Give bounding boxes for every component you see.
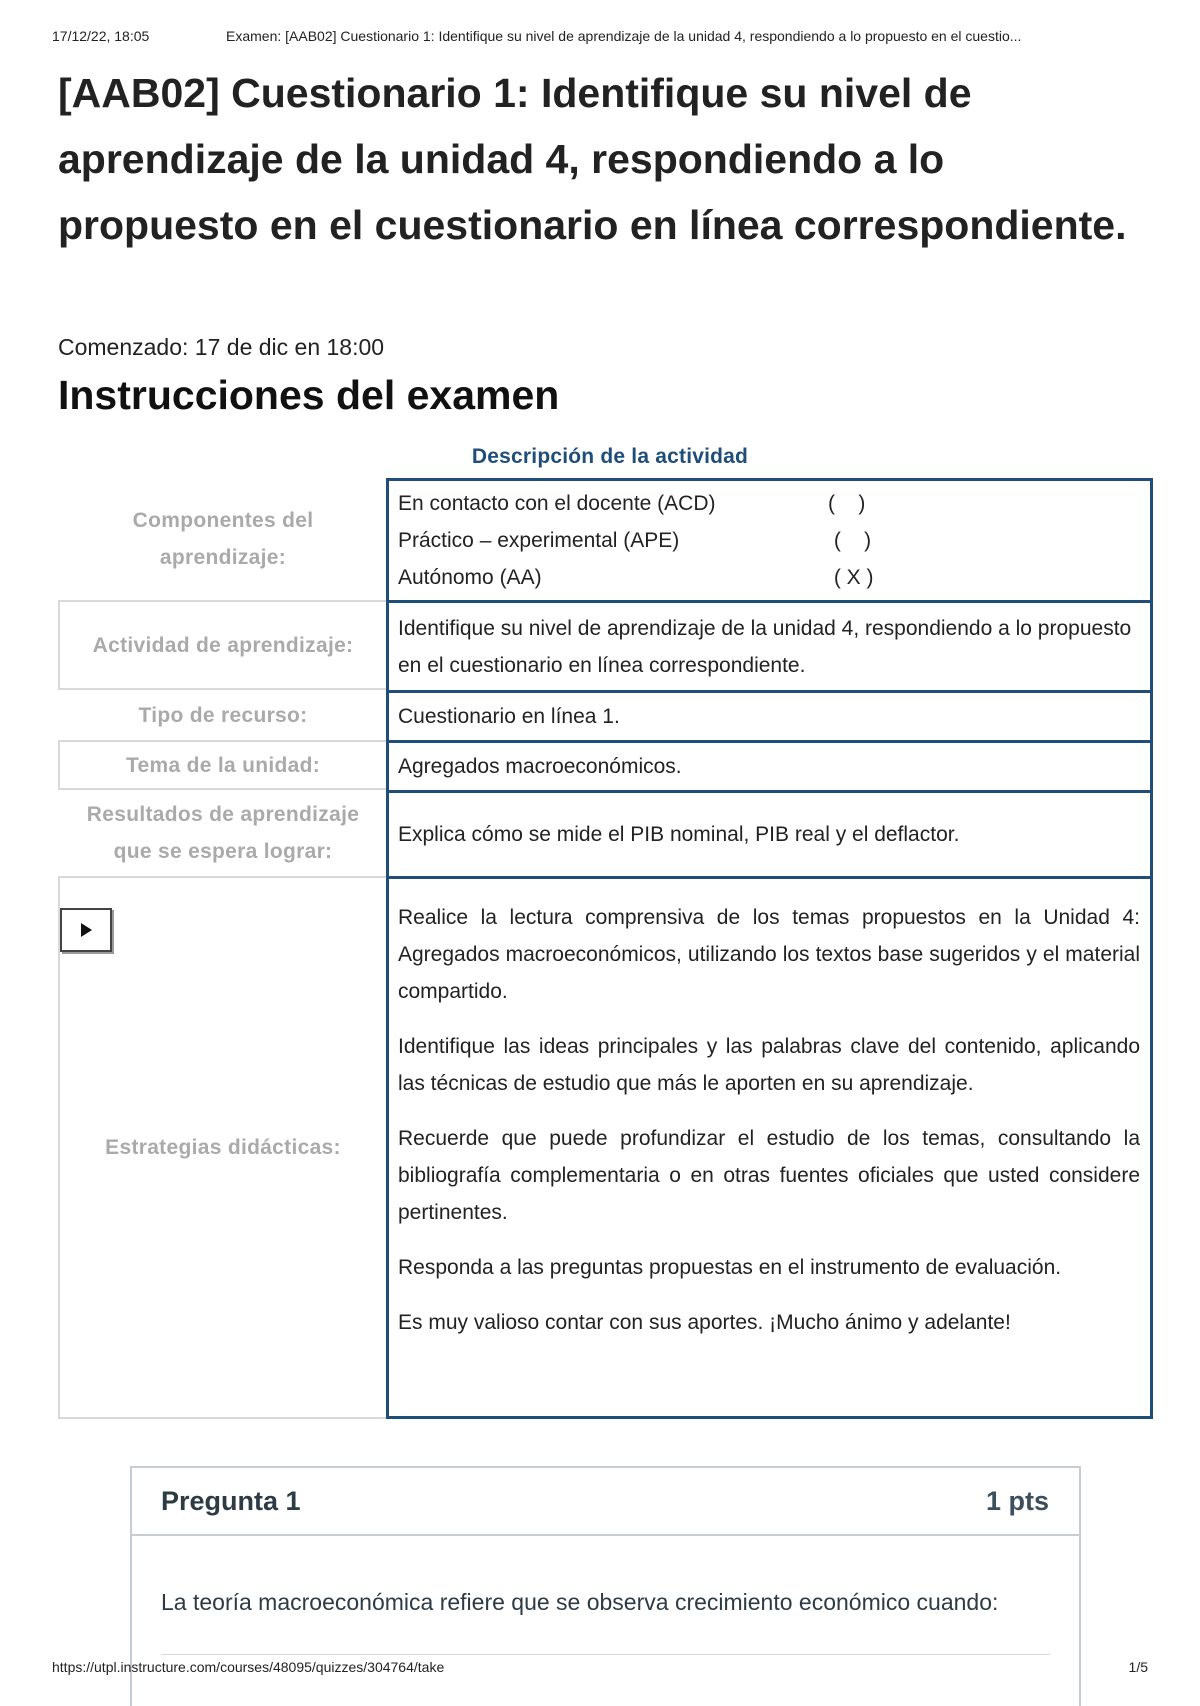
label-components-text: Componentes del aprendizaje: (132, 509, 314, 569)
component-item-mark: ( ) (828, 529, 872, 552)
value-expected-results-text: Explica cómo se mide el PIB nominal, PIB real y el deflactor. (398, 823, 960, 846)
component-item (398, 559, 1140, 596)
label-learning-activity-text: Actividad de aprendizaje: (92, 633, 354, 657)
strategy-paragraph: Recuerde que puede profundizar el estudio de los temas, consultando la bibliografía complementaria o en otras fuentes oficiales que usted considere pertinentes. (398, 1127, 1140, 1224)
strategy-paragraph: Realice la lectura comprensiva de los temas propuestos en la Unidad 4: Agregados macroeconómicos, utilizando los textos base sugeridos y el material compartido. (398, 906, 1140, 1003)
started-timestamp: Comenzado: 17 de dic en 18:00 (58, 334, 385, 360)
value-components (386, 478, 1153, 600)
value-unit-topic-text: Agregados macroeconómicos. (398, 755, 682, 778)
row-learning-activity (58, 600, 1153, 690)
value-strategies (386, 876, 1153, 1419)
value-resource-type (386, 690, 1153, 740)
label-strategies-text: Estrategias didácticas: (105, 1136, 341, 1159)
row-components (58, 478, 1153, 600)
print-document-title: Examen: [AAB02] Cuestionario 1: Identifique su nivel de aprendizaje de la unidad 4, respondiendo a lo propuesto en el cuestio... (226, 28, 1022, 44)
print-datetime: 17/12/22, 18:05 (52, 28, 150, 44)
row-strategies (58, 876, 1153, 1419)
value-learning-activity-text: Identifique su nivel de aprendizaje de la unidad 4, respondiendo a lo propuesto en el cuestionario en línea correspondiente. (398, 616, 1132, 677)
component-item-label: Autónomo (AA) (398, 566, 542, 589)
quiz-title: [AAB02] Cuestionario 1: Identifique su nivel de aprendizaje de la unidad 4, respondiendo a lo propuesto en el cuestionario en línea correspondiente. (58, 70, 1127, 248)
component-item (398, 485, 1140, 522)
label-resource-type-text: Tipo de recurso: (138, 703, 308, 727)
activity-description-table (58, 478, 1153, 1419)
label-learning-activity (58, 600, 386, 690)
activity-caption: Descripción de la actividad (471, 445, 749, 468)
play-button[interactable] (60, 908, 112, 952)
strategy-paragraph: Responda a las preguntas propuestas en el instrumento de evaluación. (398, 1256, 1062, 1279)
question-text: La teoría macroeconómica refiere que se observa crecimiento económico cuando: (161, 1589, 999, 1615)
print-page-number: 1/5 (1128, 1659, 1148, 1675)
value-expected-results (386, 790, 1153, 876)
print-url: https://utpl.instructure.com/courses/48095/quizzes/304764/take (52, 1659, 445, 1675)
label-unit-topic (58, 740, 386, 790)
component-item-mark: ( ) (828, 492, 866, 515)
instructions-heading: Instrucciones del examen (58, 372, 560, 418)
label-resource-type (58, 690, 386, 740)
value-learning-activity (386, 600, 1153, 690)
strategy-paragraph: Es muy valioso contar con sus aportes. ¡Mucho ánimo y adelante! (398, 1311, 1011, 1334)
component-item (398, 522, 1140, 559)
question-header (132, 1468, 1079, 1536)
value-unit-topic (386, 740, 1153, 790)
question-points: 1 pts (985, 1485, 1049, 1516)
component-item-mark: ( X ) (828, 566, 874, 589)
component-item-label: Práctico – experimental (APE) (398, 529, 680, 552)
component-item-label: En contacto con el docente (ACD) (398, 492, 716, 515)
row-unit-topic (58, 740, 1153, 790)
row-expected-results (58, 790, 1153, 876)
strategy-paragraph: Identifique las ideas principales y las palabras clave del contenido, aplicando las técnicas de estudio que más le aporten en su aprendizaje. (398, 1035, 1140, 1095)
label-components (58, 478, 386, 600)
label-strategies (58, 876, 386, 1419)
label-expected-results (58, 790, 386, 876)
label-expected-results-text: Resultados de aprendizaje que se espera lograr: (86, 803, 360, 863)
label-unit-topic-text: Tema de la unidad: (125, 753, 321, 777)
question-divider (161, 1654, 1050, 1655)
row-resource-type (58, 690, 1153, 740)
question-label: Pregunta 1 (161, 1485, 301, 1516)
value-resource-type-text: Cuestionario en línea 1. (398, 705, 620, 728)
play-icon (81, 923, 92, 937)
